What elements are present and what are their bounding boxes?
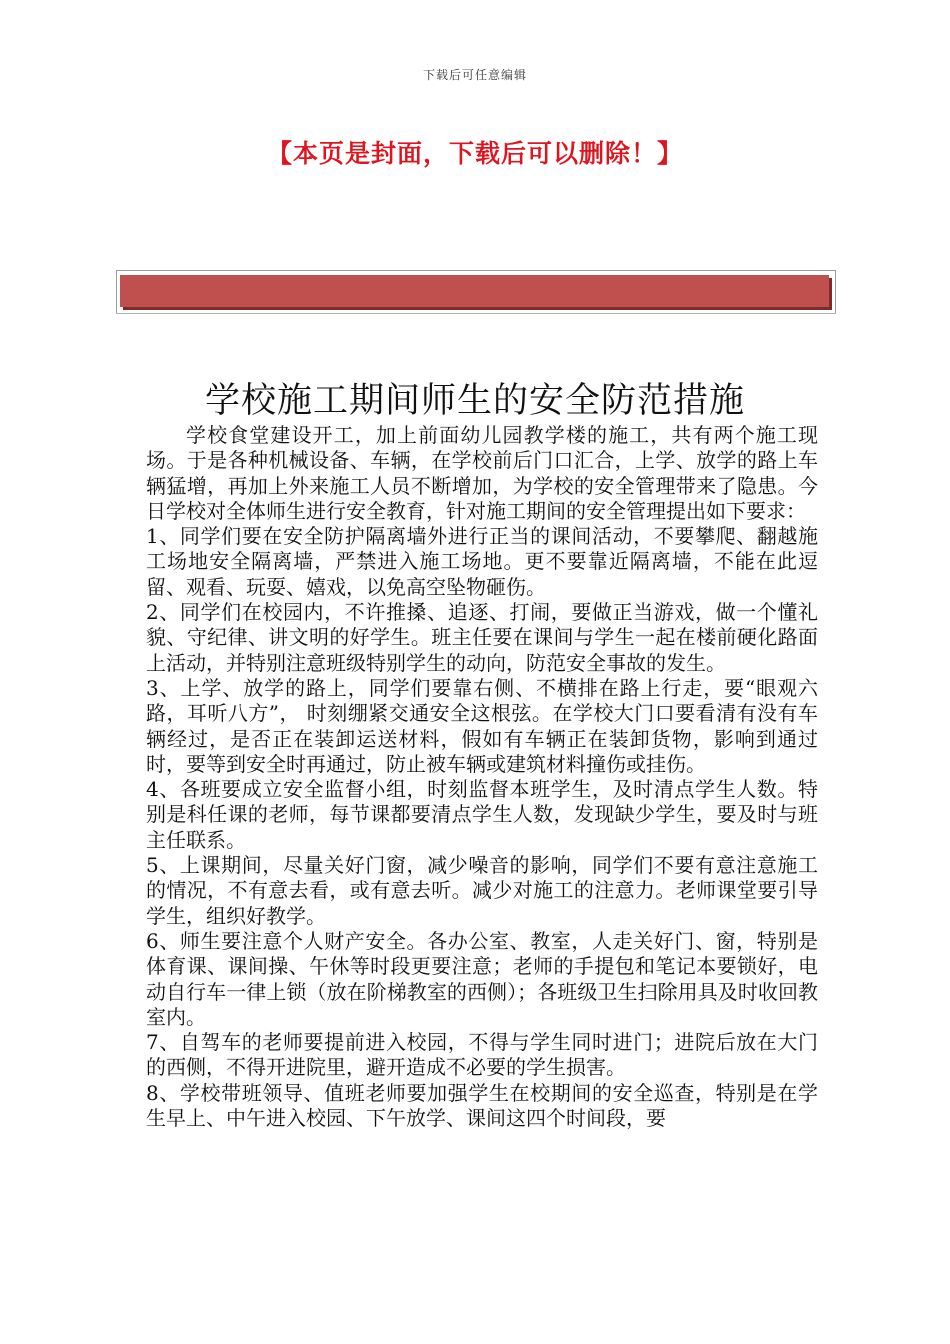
list-item: 6、师生要注意个人财产安全。各办公室、教室，人走关好门、窗，特别是体育课、课间操、午休等时段更要注意；老师的手提包和笔记本要锁好，电动自行车一律上锁（放在阶梯教室的西侧）；各班级卫生扫除用具及时收回教室内。 xyxy=(146,928,818,1029)
intro-paragraph: 学校食堂建设开工，加上前面幼儿园教学楼的施工，共有两个施工现场。于是各种机械设备、车辆，在学校前后门口汇合，上学、放学的路上车辆猛增，再加上外来施工人员不断增加，为学校的安全管理带来了隐患。今日学校对全体师生进行安全教育，针对施工期间的安全管理提出如下要求： xyxy=(146,423,818,523)
list-item: 2、同学们在校园内，不许推搡、追逐、打闹，要做正当游戏，做一个懂礼貌、守纪律、讲文明的好学生。班主任要在课间与学生一起在楼前硬化路面上活动，并特别注意班级特别学生的动向，防范安全事故的发生。 xyxy=(146,600,818,675)
list-item: 5、上课期间，尽量关好门窗，减少噪音的影响，同学们不要有意注意施工的情况，不有意去看，或有意去听。减少对施工的注意力。老师课堂要引导学生，组织好教学。 xyxy=(146,853,818,928)
list-item: 4、各班要成立安全监督小组，时刻监督本班学生，及时清点学生人数。特别是科任课的老师，每节课都要清点学生人数，发现缺少学生，要及时与班主任联系。 xyxy=(146,777,818,852)
document-title: 学校施工期间师生的安全防范措施 xyxy=(204,381,745,422)
header-note: 下载后可任意编辑 xyxy=(422,68,527,82)
banner-fill xyxy=(120,275,829,307)
decorative-banner xyxy=(116,270,836,314)
list-item: 8、学校带班领导、值班老师要加强学生在校期间的安全巡查，特别是在学生早上、中午进入校园、下午放学、课间这四个时间段，要 xyxy=(146,1080,818,1131)
list-item: 3、上学、放学的路上，同学们要靠右侧、不横排在路上行走，要“眼观六路，耳听八方”， 时刻绷紧交通安全这根弦。在学校大门口要看清有没有车辆经过，是否正在装卸运送材料，假如有车辆正在装卸货物，影响到通过时，要等到安全时再通过，防止被车辆或建筑材料撞伤或挂伤。 xyxy=(146,675,818,776)
document-body xyxy=(146,423,818,1131)
banner-divider xyxy=(116,313,836,314)
cover-notice: 【本页是封面，下载后可以删除！】 xyxy=(266,139,683,168)
list-item: 7、自驾车的老师要提前进入校园，不得与学生同时进门；进院后放在大门的西侧，不得开进院里，避开造成不必要的学生损害。 xyxy=(146,1030,818,1080)
list-item: 1、同学们要在安全防护隔离墙外进行正当的课间活动，不要攀爬、翻越施工场地安全隔离墙，严禁进入施工场地。更不要靠近隔离墙，不能在此逗留、观看、玩耍、嬉戏，以免高空坠物砸伤。 xyxy=(146,524,818,599)
